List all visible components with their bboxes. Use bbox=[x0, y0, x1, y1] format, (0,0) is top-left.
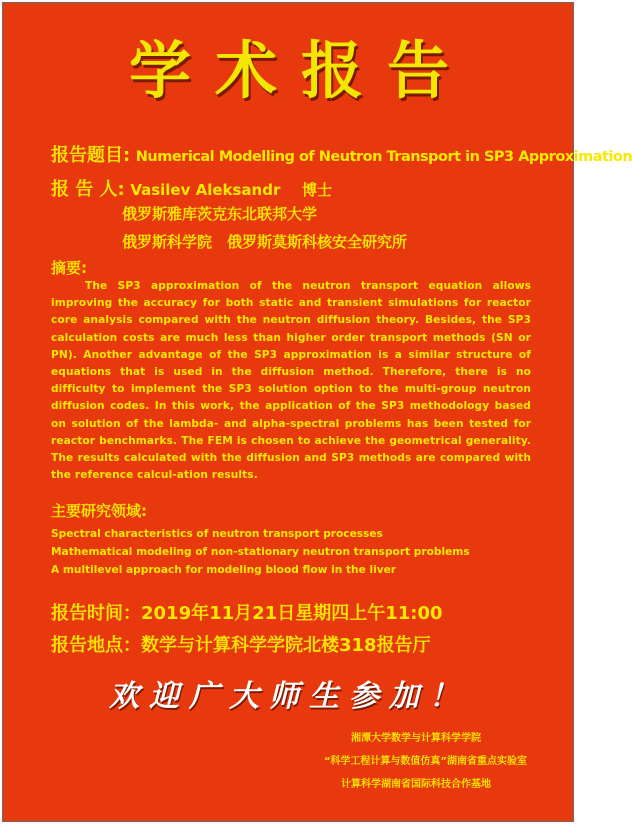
speaker-label: 报 告 人: bbox=[51, 179, 125, 200]
research-label: 主要研究领域: bbox=[51, 502, 147, 520]
time-line: 报告时间：2019年11月21日星期四上午11:00 bbox=[51, 603, 443, 624]
topic-row bbox=[51, 141, 632, 167]
organizer-2: “科学工程计算与数值仿真”湖南省重点实验室 bbox=[323, 756, 527, 767]
poster-title: 学术报告 bbox=[128, 34, 473, 107]
speaker-row bbox=[51, 175, 332, 201]
research-list bbox=[51, 525, 531, 579]
affiliation-1: 俄罗斯雅库茨克东北联邦大学 bbox=[122, 205, 318, 223]
speaker-degree: 博士 bbox=[301, 181, 332, 199]
affiliation-2: 俄罗斯科学院 俄罗斯莫斯科核安全研究所 bbox=[122, 233, 408, 251]
topic-label: 报告题目: bbox=[51, 145, 131, 166]
speaker-name: Vasilev Aleksandr bbox=[130, 181, 281, 199]
research-item: Mathematical modeling of non-stationary neutron transport problems bbox=[51, 546, 470, 558]
organizer-3: 计算科学湖南省国际科技合作基地 bbox=[341, 779, 491, 790]
research-item: A multilevel approach for modeling blood flow in the liver bbox=[51, 564, 397, 576]
topic-text: Numerical Modelling of Neutron Transport in SP3 Approximation bbox=[135, 149, 632, 165]
abstract-text: The SP3 approximation of the neutron transport equation allows improving the accuracy for both static and transient simulations for reactor core analysis compared with the neutron diffusion theory. Besides, the SP3 calculation costs are much less than higher order transport methods (SN or PN). Another advantage of the SP3 approximation is a similar structure of equations that is used in the diffusion method. Therefore, there is no difficulty to implement the SP3 solution option to the multi-group neutron diffusion codes. In this work, the application of the SP3 methodology based on solution of the lambda- and alpha-spectral problems has been tested for reactor benchmarks. The FEM is chosen to achieve the geometrical generality. The results calculated with the diffusion and SP3 methods are compared with the reference calcul-ation results. bbox=[51, 280, 531, 482]
venue-line: 报告地点：数学与计算科学学院北楼318报告厅 bbox=[51, 635, 431, 656]
poster bbox=[2, 2, 632, 822]
research-item: Spectral characteristics of neutron transport processes bbox=[51, 528, 383, 540]
abstract-label: 摘要: bbox=[51, 259, 87, 277]
organizer-1: 湘潭大学数学与计算科学学院 bbox=[351, 733, 481, 744]
welcome-banner: 欢迎广大师生参加！ bbox=[109, 679, 469, 714]
